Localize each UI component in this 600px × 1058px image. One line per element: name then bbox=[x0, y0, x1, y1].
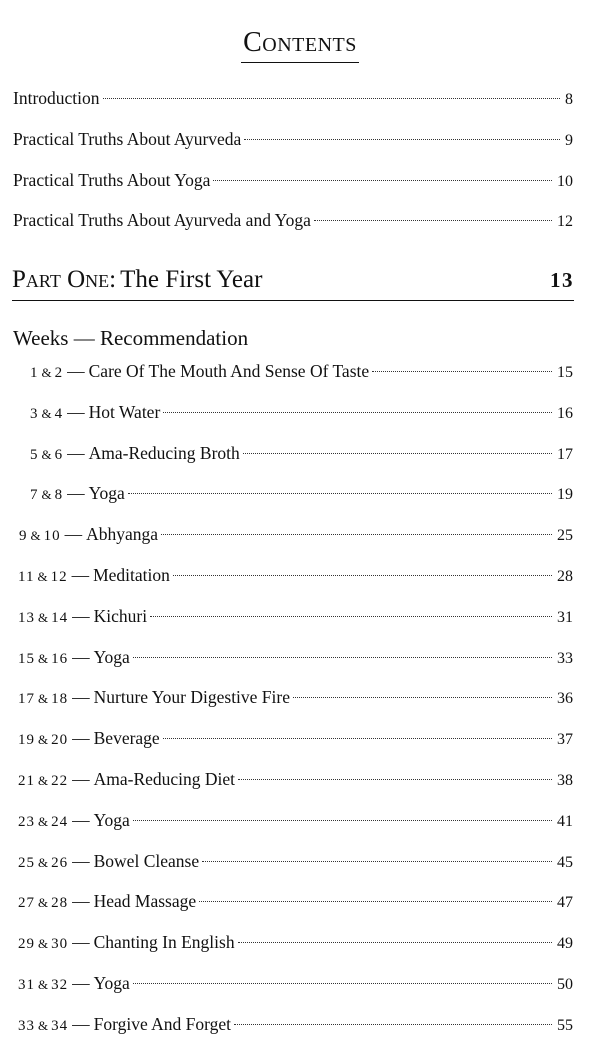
dot-leader bbox=[133, 820, 552, 821]
entry-title: Practical Truths About Ayurveda bbox=[13, 129, 242, 149]
entry-page-number: 50 bbox=[557, 976, 573, 993]
ampersand: & bbox=[38, 691, 49, 706]
entry-page-number: 37 bbox=[557, 731, 573, 748]
dot-leader bbox=[293, 697, 552, 698]
week-entry-label bbox=[30, 481, 125, 507]
part-page-number: 13 bbox=[550, 268, 574, 292]
ampersand: & bbox=[38, 610, 49, 625]
week-start-number: 15 bbox=[18, 651, 35, 667]
week-entry[interactable] bbox=[30, 400, 573, 424]
ampersand: & bbox=[41, 406, 52, 421]
toc-entry-introduction[interactable] bbox=[13, 86, 573, 110]
entry-page-number: 28 bbox=[557, 568, 573, 585]
week-end-number: 18 bbox=[51, 691, 69, 707]
week-entry-title: Hot Water bbox=[88, 402, 161, 422]
week-start-number: 33 bbox=[18, 1018, 35, 1034]
entry-page-number: 41 bbox=[557, 813, 573, 830]
week-entry[interactable] bbox=[18, 645, 573, 669]
em-dash: — bbox=[67, 361, 85, 381]
week-entry[interactable] bbox=[18, 1012, 573, 1036]
week-end-number: 14 bbox=[51, 610, 69, 626]
dot-leader bbox=[202, 861, 552, 862]
week-start-number: 31 bbox=[18, 977, 35, 993]
week-entry-title: Abhyanga bbox=[86, 524, 159, 544]
em-dash: — bbox=[72, 728, 90, 748]
em-dash: — bbox=[67, 402, 85, 422]
week-end-number: 10 bbox=[43, 528, 61, 544]
dot-leader bbox=[244, 139, 560, 140]
week-start-number: 9 bbox=[19, 528, 28, 544]
entry-page-number: 10 bbox=[557, 173, 573, 190]
part-title: The First Year bbox=[120, 266, 263, 293]
em-dash: — bbox=[72, 973, 90, 993]
week-end-number: 34 bbox=[51, 1018, 69, 1034]
week-entry-title: Nurture Your Digestive Fire bbox=[93, 687, 290, 707]
week-entry-label bbox=[18, 563, 170, 589]
dot-leader bbox=[213, 180, 552, 181]
week-start-number: 7 bbox=[30, 487, 39, 503]
dot-leader bbox=[161, 534, 552, 535]
week-entry-title: Care Of The Mouth And Sense Of Taste bbox=[88, 361, 370, 381]
part-heading[interactable] bbox=[12, 266, 574, 301]
week-entry[interactable] bbox=[18, 767, 573, 791]
ampersand: & bbox=[38, 732, 49, 747]
ampersand: & bbox=[38, 895, 49, 910]
week-entry[interactable] bbox=[30, 481, 573, 505]
week-entry[interactable] bbox=[18, 685, 573, 709]
week-entry-label bbox=[18, 645, 130, 671]
week-entry[interactable] bbox=[30, 359, 573, 383]
em-dash: — bbox=[72, 891, 90, 911]
dot-leader bbox=[103, 98, 560, 99]
week-start-number: 23 bbox=[18, 814, 35, 830]
ampersand: & bbox=[38, 855, 49, 870]
ampersand: & bbox=[37, 569, 48, 584]
entry-page-number: 45 bbox=[557, 854, 573, 871]
week-entry-title: Chanting In English bbox=[93, 932, 235, 952]
entry-page-number: 17 bbox=[557, 446, 573, 463]
ampersand: & bbox=[38, 773, 49, 788]
week-end-number: 28 bbox=[51, 895, 69, 911]
week-entry-title: Ama-Reducing Broth bbox=[88, 443, 240, 463]
week-entry-title: Meditation bbox=[93, 565, 170, 585]
dot-leader bbox=[128, 493, 552, 494]
em-dash: — bbox=[72, 851, 90, 871]
week-entry-label bbox=[18, 930, 235, 956]
week-start-number: 11 bbox=[18, 569, 35, 585]
dot-leader bbox=[372, 371, 552, 372]
em-dash: — bbox=[72, 687, 90, 707]
week-start-number: 3 bbox=[30, 406, 39, 422]
week-start-number: 29 bbox=[18, 936, 35, 952]
week-end-number: 30 bbox=[51, 936, 69, 952]
week-entry-title: Yoga bbox=[88, 483, 125, 503]
week-entry-title: Kichuri bbox=[93, 606, 148, 626]
ampersand: & bbox=[41, 487, 52, 502]
entry-page-number: 49 bbox=[557, 935, 573, 952]
dot-leader bbox=[314, 220, 552, 221]
dot-leader bbox=[238, 942, 552, 943]
entry-page-number: 9 bbox=[565, 132, 573, 149]
entry-page-number: 31 bbox=[557, 609, 573, 626]
week-start-number: 17 bbox=[18, 691, 35, 707]
em-dash: — bbox=[72, 769, 90, 789]
week-end-number: 26 bbox=[51, 855, 69, 871]
part-heading-text bbox=[12, 266, 262, 294]
entry-page-number: 19 bbox=[557, 486, 573, 503]
entry-page-number: 15 bbox=[557, 364, 573, 381]
entry-page-number: 38 bbox=[557, 772, 573, 789]
week-start-number: 1 bbox=[30, 365, 39, 381]
entry-page-number: 55 bbox=[557, 1017, 573, 1034]
week-entry[interactable] bbox=[18, 604, 573, 628]
week-entry-label bbox=[18, 1012, 231, 1038]
dot-leader bbox=[133, 983, 552, 984]
week-start-number: 25 bbox=[18, 855, 35, 871]
dot-leader bbox=[163, 738, 552, 739]
week-entry-label bbox=[18, 889, 196, 915]
week-entry-title: Yoga bbox=[93, 973, 130, 993]
dot-leader bbox=[133, 657, 552, 658]
em-dash: — bbox=[64, 524, 83, 544]
week-entry[interactable] bbox=[18, 971, 573, 995]
week-entry-title: Beverage bbox=[93, 728, 160, 748]
contents-heading: Contents bbox=[241, 26, 359, 63]
week-entry-title: Bowel Cleanse bbox=[93, 851, 200, 871]
week-start-number: 5 bbox=[30, 447, 39, 463]
ampersand: & bbox=[30, 528, 41, 543]
week-entry[interactable] bbox=[19, 522, 573, 546]
week-entry-label bbox=[18, 767, 235, 793]
ampersand: & bbox=[38, 936, 49, 951]
em-dash: — bbox=[67, 483, 85, 503]
entry-page-number: 47 bbox=[557, 894, 573, 911]
week-entry-label bbox=[18, 971, 130, 997]
dot-leader bbox=[150, 616, 552, 617]
week-start-number: 13 bbox=[18, 610, 35, 626]
em-dash: — bbox=[71, 565, 90, 585]
dot-leader bbox=[199, 901, 552, 902]
ampersand: & bbox=[38, 1018, 49, 1033]
week-start-number: 21 bbox=[18, 773, 35, 789]
week-entry-title: Head Massage bbox=[93, 891, 197, 911]
week-entry-label bbox=[18, 604, 147, 630]
em-dash: — bbox=[72, 647, 90, 667]
week-end-number: 4 bbox=[54, 406, 64, 422]
toc-entry-yoga[interactable] bbox=[13, 168, 573, 192]
week-entry[interactable] bbox=[18, 726, 573, 750]
toc-entry-ayurveda[interactable] bbox=[13, 127, 573, 151]
em-dash: — bbox=[72, 932, 90, 952]
entry-page-number: 12 bbox=[557, 213, 573, 230]
dot-leader bbox=[163, 412, 552, 413]
part-label: Part One: bbox=[12, 266, 117, 293]
week-end-number: 32 bbox=[51, 977, 69, 993]
week-entry-label bbox=[18, 685, 290, 711]
week-start-number: 27 bbox=[18, 895, 35, 911]
week-entry[interactable] bbox=[18, 849, 573, 873]
em-dash: — bbox=[72, 810, 90, 830]
week-start-number: 19 bbox=[18, 732, 35, 748]
week-end-number: 22 bbox=[51, 773, 69, 789]
dot-leader bbox=[173, 575, 552, 576]
week-entry[interactable] bbox=[18, 563, 573, 587]
week-end-number: 12 bbox=[50, 569, 68, 585]
week-end-number: 6 bbox=[54, 447, 64, 463]
entry-page-number: 25 bbox=[557, 527, 573, 544]
dot-leader bbox=[238, 779, 552, 780]
entry-title: Practical Truths About Ayurveda and Yoga bbox=[13, 210, 311, 230]
week-entry-label bbox=[18, 808, 130, 834]
entry-page-number: 36 bbox=[557, 690, 573, 707]
week-entry-label bbox=[18, 849, 199, 875]
week-end-number: 2 bbox=[54, 365, 64, 381]
week-entry[interactable] bbox=[18, 930, 573, 954]
week-entry-label bbox=[19, 522, 158, 548]
week-end-number: 8 bbox=[54, 487, 64, 503]
entry-title: Practical Truths About Yoga bbox=[13, 170, 211, 190]
ampersand: & bbox=[41, 365, 52, 380]
week-end-number: 24 bbox=[51, 814, 69, 830]
dot-leader bbox=[243, 453, 552, 454]
ampersand: & bbox=[38, 814, 49, 829]
entry-page-number: 16 bbox=[557, 405, 573, 422]
ampersand: & bbox=[38, 651, 49, 666]
entry-page-number: 33 bbox=[557, 650, 573, 667]
week-entry[interactable] bbox=[18, 889, 573, 913]
weeks-subheading: Weeks — Recommendation bbox=[13, 326, 249, 350]
week-entry-title: Forgive And Forget bbox=[93, 1014, 232, 1034]
em-dash: — bbox=[72, 606, 90, 626]
em-dash: — bbox=[72, 1014, 90, 1034]
em-dash: — bbox=[67, 443, 85, 463]
toc-entry-ayurveda-and-yoga[interactable] bbox=[13, 208, 573, 232]
week-entry-label bbox=[18, 726, 160, 752]
dot-leader bbox=[234, 1024, 552, 1025]
entry-title: Introduction bbox=[13, 88, 100, 108]
week-end-number: 16 bbox=[51, 651, 69, 667]
week-entry[interactable] bbox=[30, 441, 573, 465]
page-title bbox=[0, 26, 600, 63]
week-entry-label bbox=[30, 400, 160, 426]
week-entry-title: Yoga bbox=[93, 810, 130, 830]
ampersand: & bbox=[38, 977, 49, 992]
entry-page-number: 8 bbox=[565, 91, 573, 108]
week-entry-label bbox=[30, 441, 240, 467]
week-entry-label bbox=[30, 359, 369, 385]
week-end-number: 20 bbox=[51, 732, 69, 748]
week-entry[interactable] bbox=[18, 808, 573, 832]
ampersand: & bbox=[41, 447, 52, 462]
week-entry-title: Yoga bbox=[93, 647, 130, 667]
week-entry-title: Ama-Reducing Diet bbox=[93, 769, 236, 789]
